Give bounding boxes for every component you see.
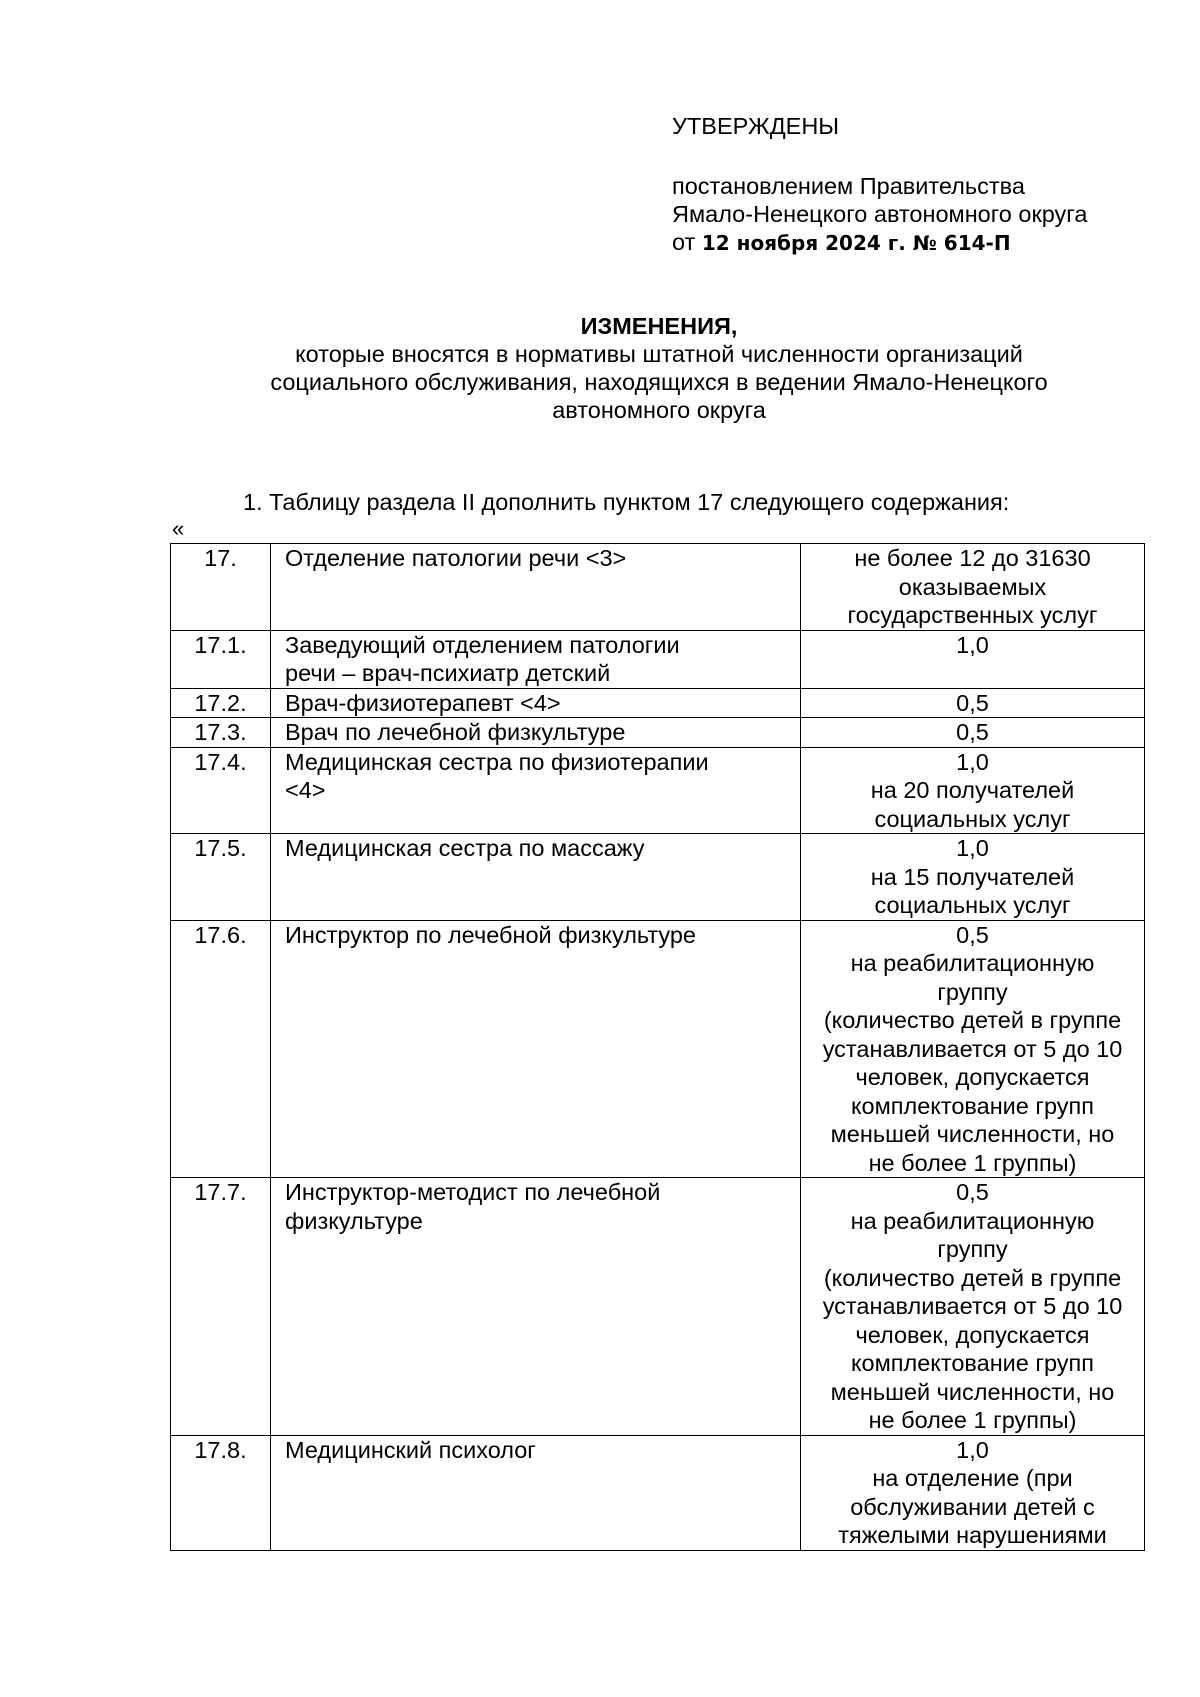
row-norm: 0,5 на реабилитационную группу (количество детей в группе устанавливается от 5 до 10 человек, допускается комплектование групп меньшей численности, но не более 1 группы)	[801, 1178, 1145, 1436]
row-number: 17.7.	[171, 1178, 271, 1436]
row-number: 17.3.	[171, 718, 271, 748]
row-position: Заведующий отделением патологии речи – врач-психиатр детский	[271, 630, 801, 688]
table-row	[171, 630, 1145, 688]
intro-paragraph: 1. Таблицу раздела II дополнить пунктом 17 следующего содержания:	[243, 489, 1010, 515]
approval-date-prefix: от	[672, 229, 696, 255]
approval-block	[672, 112, 1087, 257]
table-row	[171, 747, 1145, 834]
row-number: 17.2.	[171, 688, 271, 718]
document-subheading-line-3: автономного округа	[552, 397, 766, 423]
row-number: 17.1.	[171, 630, 271, 688]
table-row	[171, 834, 1145, 921]
document-heading: ИЗМЕНЕНИЯ,	[580, 313, 738, 339]
row-number: 17.6.	[171, 920, 271, 1178]
row-position: Врач по лечебной физкультуре	[271, 718, 801, 748]
document-subheading-line-2: социального обслуживания, находящихся в ведении Ямало-Ненецкого	[270, 369, 1048, 395]
approval-line-1: постановлением Правительства	[672, 173, 1025, 199]
approval-line-2: Ямало-Ненецкого автономного округа	[672, 201, 1088, 227]
row-number: 17.5.	[171, 834, 271, 921]
row-position: Инструктор по лечебной физкультуре	[271, 920, 801, 1178]
row-norm: 1,0	[801, 630, 1145, 688]
document-subheading-line-1: которые вносятся в нормативы штатной численности организаций	[295, 341, 1023, 367]
table-row	[171, 718, 1145, 748]
approval-date	[672, 228, 1087, 257]
row-position: Медицинская сестра по физиотерапии <4>	[271, 747, 801, 834]
row-norm: 1,0 на 15 получателей социальных услуг	[801, 834, 1145, 921]
document-title-block	[170, 312, 1148, 424]
row-number: 17.8.	[171, 1435, 271, 1550]
row-position: Медицинская сестра по массажу	[271, 834, 801, 921]
row-position: Отделение патологии речи <3>	[271, 544, 801, 631]
row-norm: 0,5	[801, 688, 1145, 718]
table-row	[171, 688, 1145, 718]
row-norm: 1,0 на отделение (при обслуживании детей с тяжелыми нарушениями	[801, 1435, 1145, 1550]
opening-quote-mark: «	[172, 516, 185, 541]
row-number: 17.4.	[171, 747, 271, 834]
approval-title: УТВЕРЖДЕНЫ	[672, 113, 840, 139]
table-row	[171, 920, 1145, 1178]
row-number: 17.	[171, 544, 271, 631]
table-row	[171, 544, 1145, 631]
row-position: Медицинский психолог	[271, 1435, 801, 1550]
table-row	[171, 1178, 1145, 1436]
staffing-norms-table	[170, 543, 1145, 1551]
table-row	[171, 1435, 1145, 1550]
row-position: Инструктор-методист по лечебной физкультуре	[271, 1178, 801, 1436]
approval-date-number: 12 ноября 2024 г. № 614-П	[701, 231, 1011, 255]
row-norm: не более 12 до 31630 оказываемых государственных услуг	[801, 544, 1145, 631]
row-position: Врач-физиотерапевт <4>	[271, 688, 801, 718]
row-norm: 1,0 на 20 получателей социальных услуг	[801, 747, 1145, 834]
row-norm: 0,5	[801, 718, 1145, 748]
row-norm: 0,5 на реабилитационную группу (количество детей в группе устанавливается от 5 до 10 человек, допускается комплектование групп меньшей численности, но не более 1 группы)	[801, 920, 1145, 1178]
